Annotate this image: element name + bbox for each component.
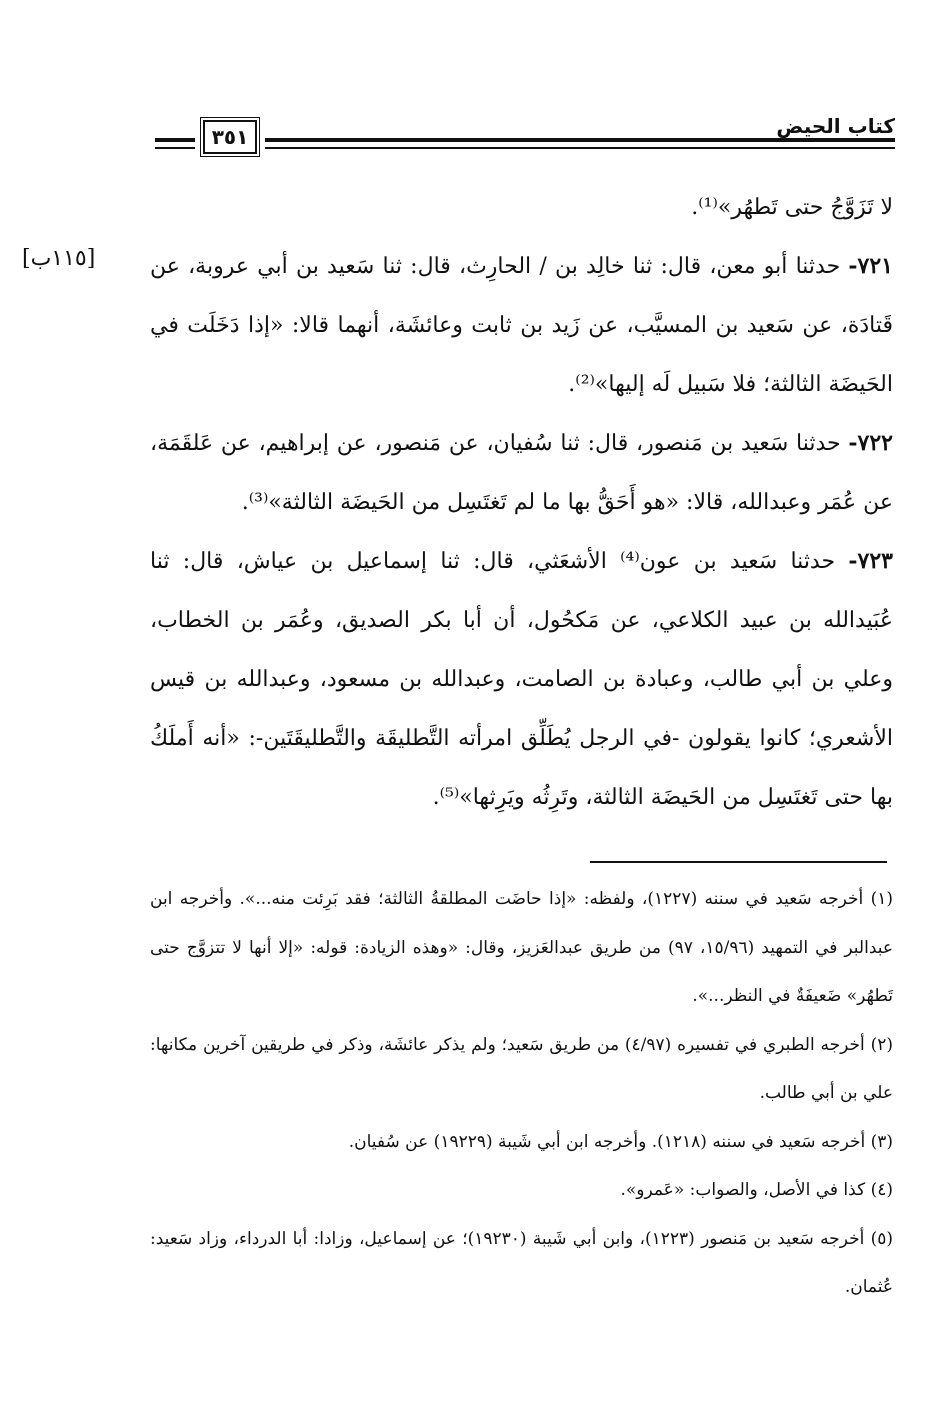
hadith-723 — [150, 532, 893, 827]
hadith-text: حدثنا سَعيد بن مَنصور، قال: ثنا سُفيان، عن مَنصور، عن إبراهيم، عن عَلقَمَة، عن عُمَر وعبدالله، قالا: «هو أَحَقُّ بها ما لم تَغتَسِل من الحَيضَة الثالثة»⁽³⁾. — [150, 431, 893, 515]
page-header — [150, 108, 895, 158]
hadith-722 — [150, 414, 893, 532]
footnote-4: (٤) كذا في الأصل، والصواب: «عَمرو». — [620, 1180, 893, 1200]
hadith-text: حدثنا أبو معن، قال: ثنا خالِد بن / الحارِث، قال: ثنا سَعيد بن أبي عروبة، عن قَتادَة، عن سَعيد بن المسيَّب، عن زَيد بن ثابت وعائشَة، أنهما قالا: «إذا دَخَلَت في الحَيضَة الثالثة؛ فلا سَبيل لَه إليها»⁽²⁾. — [150, 254, 893, 397]
footnote-1: (١) أخرجه سَعيد في سننه (١٢٢٧)، ولفظه: «إذا حاضَت المطلقةُ الثالثة؛ فقد بَرِئت منه...». وأخرجه ابن عبدالبر في التمهيد (١٥/٩٦، ٩٧) من طريق عبدالعَزيز، وقال: «وهذه الزيادة: قوله: «إلا أنها لا تتزوَّج حتى تَطهُر» ضَعيفَةٌ في النظر...». — [150, 889, 894, 1006]
main-text — [150, 178, 893, 827]
footnote-2: (٢) أخرجه الطبري في تفسيره (٤/٩٧) من طريق سَعيد؛ ولم يذكر عائشَة، وذكر في طريقين آخرين مكانها: علي بن أبي طالب. — [150, 1034, 893, 1103]
page-number: ٣٥١ — [203, 120, 257, 154]
hadith-text: حدثنا سَعيد بن عون⁽⁴⁾ الأشعَثي، قال: ثنا إسماعيل بن عياش، قال: ثنا عُبَيدالله بن عبيد الكلاعي، عن مَكحُول، أن أبا بكر الصديق، وعُمَر بن الخطاب، وعلي بن أبي طالب، وعبادة بن الصامت، وعبدالله بن مسعود، وعبدالله بن قيس الأشعري؛ كانوا يقولون -في الرجل يُطَلِّق امرأته التَّطليقَة والتَّطليقَتَين-: «أنه أَملَكُ بها حتى تَغتَسِل من الحَيضَة الثالثة، وتَرِثُه ويَرِثها»⁽⁵⁾. — [150, 549, 893, 810]
hadith-721 — [150, 237, 893, 414]
manuscript-folio-reference: [١١٥ب] — [22, 246, 96, 271]
header-rule-left — [155, 138, 195, 152]
footnote-3: (٣) أخرجه سَعيد في سننه (١٢١٨). وأخرجه ابن أبي شَيبة (١٩٢٢٩) عن سُفيان. — [348, 1131, 893, 1152]
hadith-number: ٧٢٣- — [848, 548, 893, 574]
paragraph-continuation: لا تَزَوَّجُ حتى تَطهُر»⁽¹⁾. — [691, 195, 893, 220]
hadith-number: ٧٢٢- — [848, 430, 893, 456]
footnote-5: (٥) أخرجه سَعيد بن مَنصور (١٢٢٣)، وابن أبي شَيبة (١٩٢٣٠)؛ عن إسماعيل، وزادا: أبا الدرداء، وزاد سَعيد: عُثمان. — [150, 1228, 893, 1297]
hadith-number: ٧٢١- — [848, 253, 893, 279]
chapter-title: كتاب الحيض — [776, 114, 895, 138]
footnotes — [150, 875, 893, 1312]
header-rule-right — [265, 138, 895, 152]
footnote-separator — [590, 861, 887, 863]
